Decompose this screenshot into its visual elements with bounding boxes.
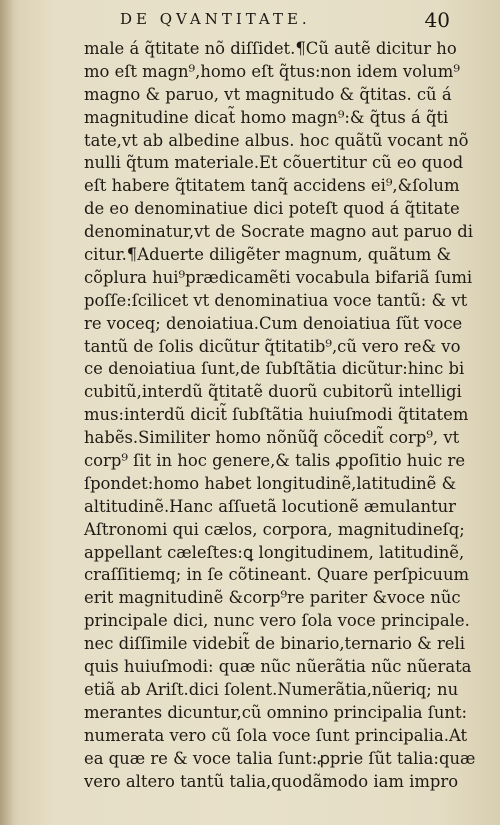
- text-line: habẽs.Similiter homo nõnũq̃ cõcedit̃ corp⁹, vt: [84, 428, 460, 448]
- text-line: cubitũ,interdũ q̃titatẽ duorũ cubitorũ intelligi: [84, 382, 462, 402]
- text-line: principale dici, nunc vero ſola voce principale.: [84, 611, 470, 631]
- text-line: citur.¶Aduerte diligẽter magnum, quãtum &: [84, 245, 452, 265]
- text-line: craſſitiemq; in ſe cõtineant. Quare perſpicuum: [84, 565, 470, 585]
- text-line: ce denoiatiua ſunt,de ſubſtãtia dicũtur:hinc bi: [84, 359, 465, 379]
- text-line: merantes dicuntur,cũ omnino principalia ſunt:: [84, 702, 468, 722]
- text-line: altitudinẽ.Hanc aſſuetã locutionẽ æmulantur: [84, 496, 456, 516]
- text-line: mo eſt magn⁹,homo eſt q̃tus:non idem volum⁹: [84, 61, 460, 81]
- text-line: de eo denominatiue dici poteſt quod á q̃titate: [84, 199, 460, 219]
- text-line: corp⁹ ſit in hoc genere,& talis ꝓpoſitio huic re: [84, 451, 466, 471]
- text-line: cõplura hui⁹prædicamẽti vocabula bifariã ſumi: [84, 267, 473, 287]
- text-line: ea quæ re & voce talia ſunt:ꝓprie ſũt talia:quæ: [84, 748, 476, 768]
- text-line: vero altero tantũ talia,quodãmodo iam impro: [84, 771, 459, 791]
- text-line: mus:interdũ dicit̃ ſubſtãtia huiuſmodi q̃titatem: [84, 405, 469, 425]
- text-line: poſſe:ſcilicet vt denominatiua voce tantũ: & vt: [84, 290, 468, 310]
- text-line: magnitudine dicat̃ homo magn⁹:& q̃tus á q̃ti: [84, 107, 449, 127]
- running-head: [120, 10, 450, 36]
- text-line: denominatur,vt de Socrate magno aut paruo di: [84, 222, 473, 242]
- text-line: eſt habere q̃titatem tanq̃ accidens ei⁹,&ſolum: [84, 176, 460, 196]
- text-line: tantũ de ſolis dicũtur q̃titatib⁹,cũ vero re& vo: [84, 336, 461, 356]
- body-text: [84, 38, 476, 793]
- text-line: magno & paruo, vt magnitudo & q̃titas. cũ á: [84, 84, 452, 104]
- text-line: etiã ab Ariſt.dici ſolent.Numerãtia,nũeriq; nu: [84, 679, 459, 699]
- text-line: numerata vero cũ ſola voce ſunt principalia.At: [84, 725, 468, 745]
- text-line: nulli q̃tum materiale.Et cõuertitur cũ eo quod: [84, 153, 464, 173]
- text-line: erit magnitudinẽ &corp⁹re pariter &voce nũc: [84, 588, 461, 608]
- text-line: quis huiuſmodi: quæ nũc nũerãtia nũc nũerata: [84, 657, 472, 677]
- text-line: nec diſſimile videbit̃ de binario,ternario & reli: [84, 634, 465, 654]
- running-head-title: DE QVANTITATE.: [120, 10, 311, 28]
- text-line: ſpondet:homo habet longitudinẽ,latitudinẽ &: [84, 473, 457, 493]
- text-line: re voceq; denoiatiua.Cum denoiatiua ſũt voce: [84, 313, 463, 333]
- text-line: male á q̃titate nõ diſſidet.¶Cũ autẽ dicitur ho: [84, 39, 457, 58]
- page-number: 40: [424, 8, 450, 32]
- text-line: Aſtronomi qui cælos, corpora, magnitudineſq;: [84, 519, 465, 539]
- text-line: tate,vt ab albedine albus. hoc quãtũ vocant nõ: [84, 130, 469, 150]
- text-line: appellant cæleſtes:ꝗ longitudinem, latitudinẽ,: [84, 542, 465, 562]
